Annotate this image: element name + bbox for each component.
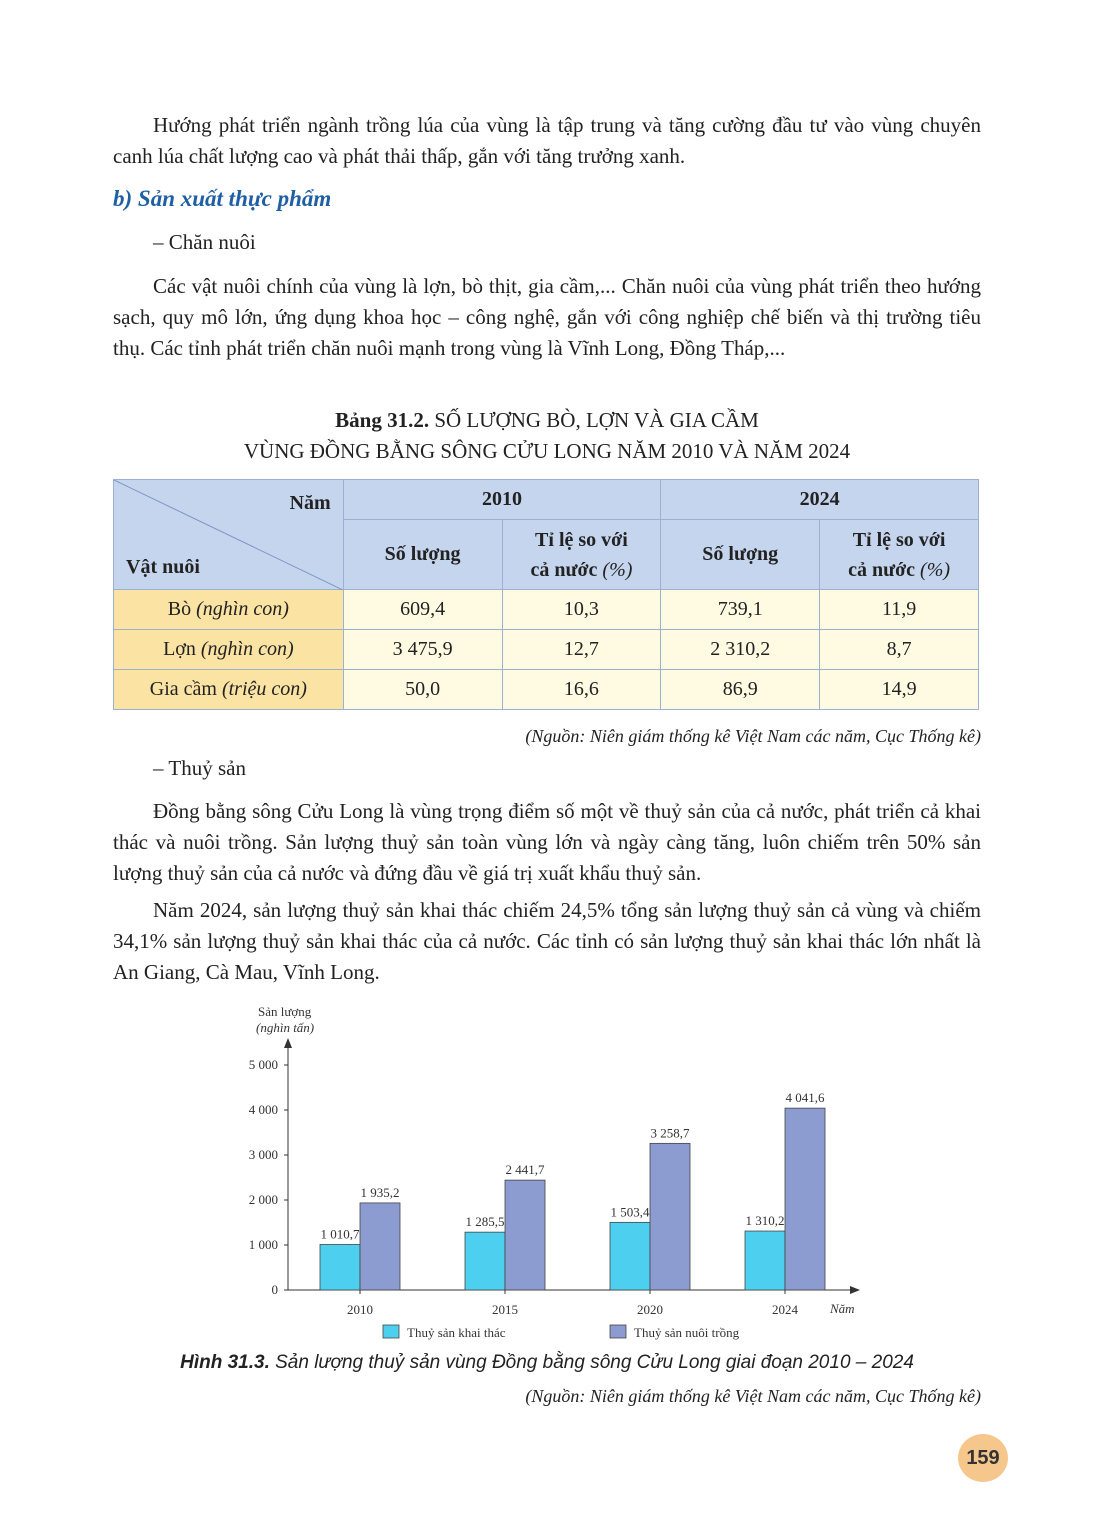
table-cell: 14,9 — [820, 670, 979, 710]
legend-swatch — [383, 1325, 399, 1338]
year-header-2024: 2024 — [661, 480, 979, 520]
paragraph-livestock: Các vật nuôi chính của vùng là lợn, bò thịt, gia cầm,... Chăn nuôi của vùng phát triển theo hướng sạch, quy mô lớn, ứng dụng khoa học – công nghệ, gắn với công nghiệp chế biến và thị trường tiêu thụ. Các tỉnh phát triển chăn nuôi mạnh trong vùng là Vĩnh Long, Đồng Tháp,... — [113, 274, 981, 360]
subheader-ratio-line2: cả nước — [848, 558, 916, 581]
y-tick-label: 1 000 — [248, 1237, 278, 1252]
row-label-name: Bò — [167, 598, 192, 620]
subheader-count: Số lượng — [343, 520, 502, 590]
legend-label: Thuỷ sản khai thác — [407, 1325, 506, 1340]
table-title-line2: VÙNG ĐỒNG BẰNG SÔNG CỬU LONG NĂM 2010 VÀ NĂM 2024 — [243, 439, 851, 463]
table-row — [114, 630, 979, 670]
row-label-name: Lợn — [163, 638, 196, 660]
data-label: 1 935,2 — [360, 1184, 400, 1200]
y-axis-title: Sản lượng — [258, 1004, 312, 1019]
subheader-ratio — [502, 520, 661, 590]
row-label-unit: (triệu con) — [221, 678, 307, 700]
subheader-ratio-line1: Tỉ lệ so với — [535, 528, 628, 551]
table-cell: 86,9 — [661, 670, 820, 710]
paragraph-rice-direction: Hướng phát triển ngành trồng lúa của vùng là tập trung và tăng cường đầu tư vào vùng chuyên canh lúa chất lượng cao và phát thải thấp, gắn với tăng trưởng xanh. — [113, 113, 981, 168]
table-row — [114, 590, 979, 630]
figure-caption-text: Sản lượng thuỷ sản vùng Đồng bằng sông Cửu Long giai đoạn 2010 – 2024 — [275, 1352, 914, 1373]
livestock-table — [113, 479, 979, 710]
table-cell: 739,1 — [661, 590, 820, 630]
row-label-unit: (nghìn con) — [200, 638, 294, 660]
bar-khai-thac — [320, 1245, 360, 1290]
paragraph-fishery: Đồng bằng sông Cửu Long là vùng trọng điểm số một về thuỷ sản của cả nước, phát triển cả khai thác và nuôi trồng. Sản lượng thuỷ sản toàn vùng lớn và ngày càng tăng, luôn chiếm trên 50% sản lượng thuỷ sản của cả nước và đứng đầu về giá trị xuất khẩu thuỷ sản. — [113, 799, 981, 885]
row-label — [114, 670, 344, 710]
legend-label: Thuỷ sản nuôi trồng — [634, 1325, 740, 1340]
figure-source: (Nguồn: Niên giám thống kê Việt Nam các năm, Cục Thống kê) — [525, 1386, 981, 1406]
corner-livestock-label: Vật nuôi — [126, 556, 200, 578]
paragraph-fishery-2024: Năm 2024, sản lượng thuỷ sản khai thác chiếm 24,5% tổng sản lượng thuỷ sản cả vùng và chiếm 34,1% sản lượng thuỷ sản khai thác của cả nước. Các tỉnh có sản lượng thuỷ sản khai thác lớn nhất là An Giang, Cà Mau, Vĩnh Long. — [113, 898, 981, 984]
table-cell: 3 475,9 — [343, 630, 502, 670]
table-cell: 8,7 — [820, 630, 979, 670]
row-label — [114, 590, 344, 630]
section-heading-food: b) Sản xuất thực phẩm — [113, 186, 332, 211]
subheader-ratio-unit: (%) — [602, 558, 633, 581]
data-label: 2 441,7 — [505, 1162, 545, 1178]
data-label: 3 258,7 — [650, 1125, 690, 1141]
y-tick-label: 4 000 — [248, 1102, 278, 1117]
data-label: 4 041,6 — [785, 1090, 825, 1106]
table-cell: 12,7 — [502, 630, 661, 670]
fishery-bar-chart — [230, 1000, 870, 1345]
bar-khai-thac — [610, 1222, 650, 1290]
y-tick-label: 3 000 — [248, 1147, 278, 1162]
x-axis-title: Năm — [830, 1301, 855, 1316]
table-corner-cell — [114, 480, 344, 590]
subheader-ratio-line1: Tỉ lệ so với — [852, 528, 946, 551]
legend-swatch — [610, 1325, 626, 1338]
bar-nuoi-trong — [505, 1180, 545, 1290]
table-title-number: Bảng 31.2. — [335, 408, 430, 432]
table-cell: 2 310,2 — [661, 630, 820, 670]
y-tick-label: 2 000 — [248, 1192, 278, 1207]
data-label: 1 285,5 — [465, 1214, 505, 1230]
table-cell: 50,0 — [343, 670, 502, 710]
x-axis-arrow — [850, 1286, 860, 1294]
bar-khai-thac — [465, 1232, 505, 1290]
table-source: (Nguồn: Niên giám thống kê Việt Nam các năm, Cục Thống kê) — [525, 726, 981, 746]
data-label: 1 503,4 — [610, 1204, 650, 1220]
figure-caption — [113, 1352, 981, 1374]
subsection-fishery: – Thuỷ sản — [153, 756, 246, 780]
row-label — [114, 630, 344, 670]
x-tick-label: 2010 — [347, 1302, 373, 1317]
subheader-ratio-unit: (%) — [920, 558, 951, 581]
table-row — [114, 670, 979, 710]
y-axis-arrow — [284, 1038, 292, 1048]
year-header-2010: 2010 — [343, 480, 661, 520]
y-tick-label: 5 000 — [248, 1057, 278, 1072]
x-tick-label: 2020 — [637, 1302, 663, 1317]
data-label: 1 010,7 — [320, 1226, 360, 1242]
subsection-livestock: – Chăn nuôi — [153, 230, 256, 254]
figure-caption-number: Hình 31.3. — [180, 1352, 270, 1373]
y-axis-unit: (nghìn tấn) — [256, 1020, 315, 1035]
bar-nuoi-trong — [360, 1203, 400, 1290]
table-cell: 10,3 — [502, 590, 661, 630]
y-tick-label: 0 — [271, 1282, 278, 1297]
x-tick-label: 2015 — [492, 1302, 518, 1317]
bar-khai-thac — [745, 1231, 785, 1290]
subheader-count: Số lượng — [661, 520, 820, 590]
row-label-name: Gia cầm — [149, 678, 217, 700]
subheader-ratio — [820, 520, 979, 590]
row-label-unit: (nghìn con) — [196, 598, 289, 620]
table-title-line1: SỐ LƯỢNG BÒ, LỢN VÀ GIA CẦM — [434, 408, 759, 432]
page-number: 159 — [958, 1434, 1008, 1482]
data-label: 1 310,2 — [745, 1213, 785, 1229]
corner-year-label: Năm — [289, 492, 331, 514]
table-cell: 11,9 — [820, 590, 979, 630]
table-title — [113, 405, 981, 467]
bar-nuoi-trong — [650, 1143, 690, 1290]
bar-nuoi-trong — [785, 1108, 825, 1290]
table-cell: 16,6 — [502, 670, 661, 710]
table-cell: 609,4 — [343, 590, 502, 630]
subheader-ratio-line2: cả nước — [530, 558, 598, 581]
x-tick-label: 2024 — [772, 1302, 798, 1317]
